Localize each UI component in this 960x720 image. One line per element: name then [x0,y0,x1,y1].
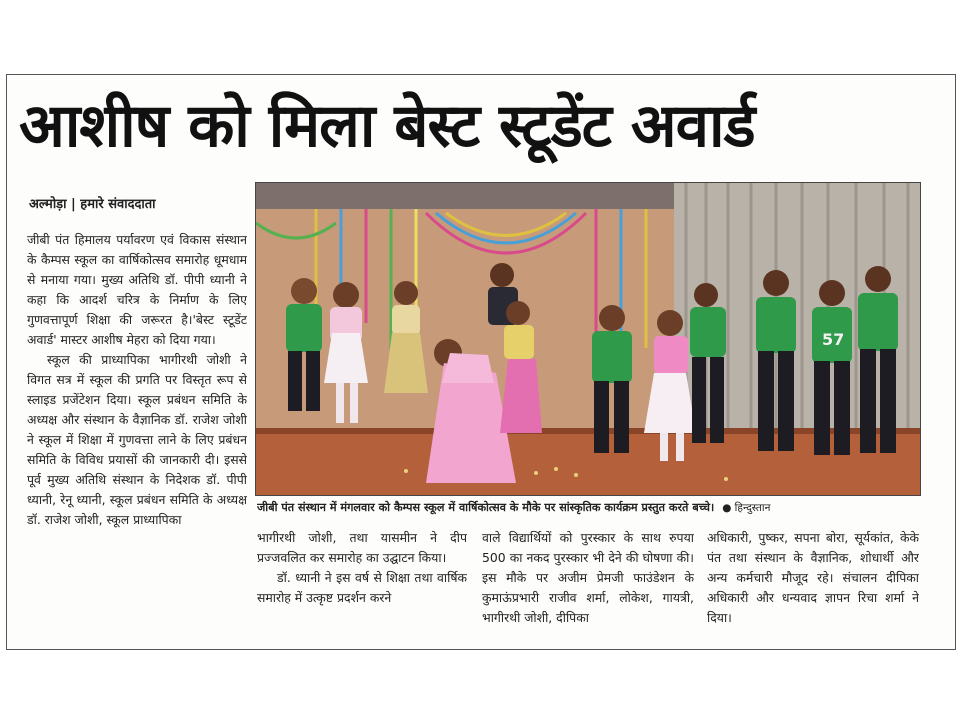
paragraph: डॉ. ध्यानी ने इस वर्ष से शिक्षा तथा वार्षिक समारोह में उत्कृष्ट प्रदर्शन करने [257,570,467,605]
photo-caption [257,500,921,515]
paragraph: भागीरथी जोशी, तथा यासमीन ने दीप प्रज्जवलित कर समारोह का उद्घाटन किया। [257,530,467,565]
event-photo [255,182,921,496]
article-column-1 [27,230,247,640]
svg-text:57: 57 [822,330,845,349]
newspaper-clipping [6,74,956,650]
photo-credit: ● हिन्दुस्तान [722,502,771,514]
headline: आशीष को मिला बेस्ट स्टूडेंट अवार्ड [19,91,755,161]
children-performing-illustration [256,183,920,495]
paragraph: वाले विद्यार्थियों को पुरस्कार के साथ रुपया 500 का नकद पुरस्कार भी देने की घोषणा की। इस मौके पर अजीम प्रेमजी फाउंडेशन के कुमाऊंप्रभारी राजीव शर्मा, लोकेश, गायत्री, भागीरथी जोशी, दीपिका [482,530,694,625]
article-column-2 [257,528,467,640]
paragraph: अधिकारी, पुष्कर, सपना बोरा, सूर्यकांत, केके पंत तथा संस्थान के वैज्ञानिक, शोधार्थी और अन्य कर्मचारी मौजूद रहे। संचालन दीपिका अधिकारी और धन्यवाद ज्ञापन रिचा शर्मा ने दिया। [707,530,919,625]
article-column-4 [707,528,919,640]
byline: अल्मोड़ा | हमारे संवाददाता [29,197,156,212]
paragraph: स्कूल की प्राध्यापिका भागीरथी जोशी ने विगत सत्र में स्कूल की प्रगति पर विस्तृत रूप से स्लाइड प्रजेंटेशन दिया। स्कूल प्रबंधन समिति के अध्यक्ष और संस्थान के वैज्ञानिक डॉ. राजेश जोशी ने स्कूल में शिक्षा में गुणवत्ता लाने के लिए प्रबंधन समिति के विविध प्रयासों की जानकारी दी। इससे पूर्व मुख्य अतिथि संस्थान के निदेशक डॉ. पीपी ध्यानी, रेनू ध्यानी, स्कूल प्रबंधन समिति के अध्यक्ष डॉ. राजेश जोशी, स्कूल प्राध्यापिका [27,352,247,527]
paragraph: जीबी पंत हिमालय पर्यावरण एवं विकास संस्थान के कैम्पस स्कूल का वार्षिकोत्सव समारोह धूमधाम से मनाया गया। मुख्य अतिथि डॉ. पीपी ध्यानी ने कहा कि आदर्श चरित्र के निर्माण के लिए गुणवत्तापूर्ण शिक्षा की जरूरत है।'बेस्ट स्टूडेंट अवार्ड' मास्टर आशीष मेहरा को दिया गया। [27,232,247,347]
article-column-3 [482,528,694,640]
caption-text: जीबी पंत संस्थान में मंगलवार को कैम्पस स्कूल में वार्षिकोत्सव के मौके पर सांस्कृतिक कार्यक्रम प्रस्तुत करते बच्चे। [257,501,715,514]
